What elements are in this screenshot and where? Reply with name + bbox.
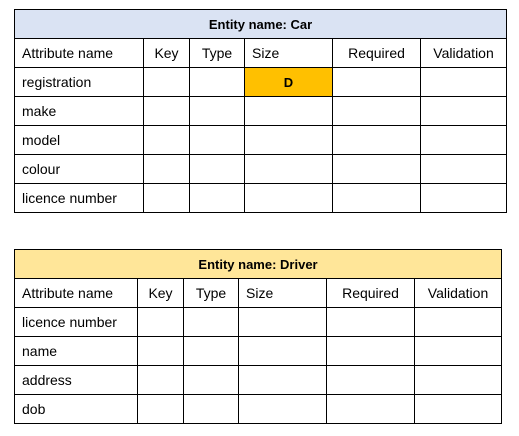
driver-header-row [15, 279, 502, 308]
attribute-name-cell: licence number [15, 184, 144, 213]
required-cell [327, 337, 415, 366]
type-cell [190, 68, 245, 97]
driver-header-validation: Validation [415, 279, 502, 308]
attribute-name-cell: name [15, 337, 138, 366]
size-cell [245, 155, 333, 184]
type-cell [190, 155, 245, 184]
car-header-type: Type [190, 39, 245, 68]
type-cell [184, 337, 239, 366]
car-header-size: Size [245, 39, 333, 68]
validation-cell [415, 366, 502, 395]
attribute-name-cell: registration [15, 68, 144, 97]
driver-entity-table [14, 249, 502, 424]
size-cell-highlighted: D [245, 68, 333, 97]
key-cell [138, 395, 184, 424]
size-cell [239, 366, 327, 395]
type-cell [190, 126, 245, 155]
type-cell [184, 395, 239, 424]
key-cell [144, 97, 190, 126]
required-cell [333, 68, 421, 97]
driver-header-key: Key [138, 279, 184, 308]
required-cell [333, 155, 421, 184]
key-cell [138, 308, 184, 337]
table-row [15, 126, 507, 155]
table-row [15, 366, 502, 395]
car-header-required: Required [333, 39, 421, 68]
car-header-row [15, 39, 507, 68]
driver-header-attribute-name: Attribute name [15, 279, 138, 308]
attribute-name-cell: colour [15, 155, 144, 184]
table-row [15, 308, 502, 337]
type-cell [190, 97, 245, 126]
validation-cell [415, 337, 502, 366]
validation-cell [421, 184, 507, 213]
size-cell [239, 337, 327, 366]
driver-header-size: Size [239, 279, 327, 308]
required-cell [327, 395, 415, 424]
driver-header-required: Required [327, 279, 415, 308]
attribute-name-cell: model [15, 126, 144, 155]
size-cell [245, 97, 333, 126]
type-cell [184, 366, 239, 395]
table-row [15, 337, 502, 366]
driver-title-row [15, 250, 502, 279]
validation-cell [421, 126, 507, 155]
car-entity-table [14, 9, 507, 213]
required-cell [333, 97, 421, 126]
car-title-row [15, 10, 507, 39]
required-cell [327, 366, 415, 395]
table-row [15, 395, 502, 424]
table-row [15, 184, 507, 213]
validation-cell [415, 308, 502, 337]
type-cell [184, 308, 239, 337]
table-row [15, 155, 507, 184]
key-cell [144, 68, 190, 97]
attribute-name-cell: make [15, 97, 144, 126]
required-cell [327, 308, 415, 337]
required-cell [333, 126, 421, 155]
key-cell [138, 337, 184, 366]
validation-cell [415, 395, 502, 424]
size-cell [239, 308, 327, 337]
attribute-name-cell: address [15, 366, 138, 395]
type-cell [190, 184, 245, 213]
driver-entity-title: Entity name: Driver [15, 250, 502, 279]
table-row [15, 68, 507, 97]
key-cell [144, 126, 190, 155]
required-cell [333, 184, 421, 213]
size-cell [245, 184, 333, 213]
size-cell [239, 395, 327, 424]
table-row [15, 97, 507, 126]
car-entity-title: Entity name: Car [15, 10, 507, 39]
driver-header-type: Type [184, 279, 239, 308]
key-cell [144, 155, 190, 184]
key-cell [138, 366, 184, 395]
attribute-name-cell: dob [15, 395, 138, 424]
validation-cell [421, 155, 507, 184]
validation-cell [421, 97, 507, 126]
car-header-key: Key [144, 39, 190, 68]
car-header-attribute-name: Attribute name [15, 39, 144, 68]
attribute-name-cell: licence number [15, 308, 138, 337]
key-cell [144, 184, 190, 213]
validation-cell [421, 68, 507, 97]
size-cell [245, 126, 333, 155]
car-header-validation: Validation [421, 39, 507, 68]
